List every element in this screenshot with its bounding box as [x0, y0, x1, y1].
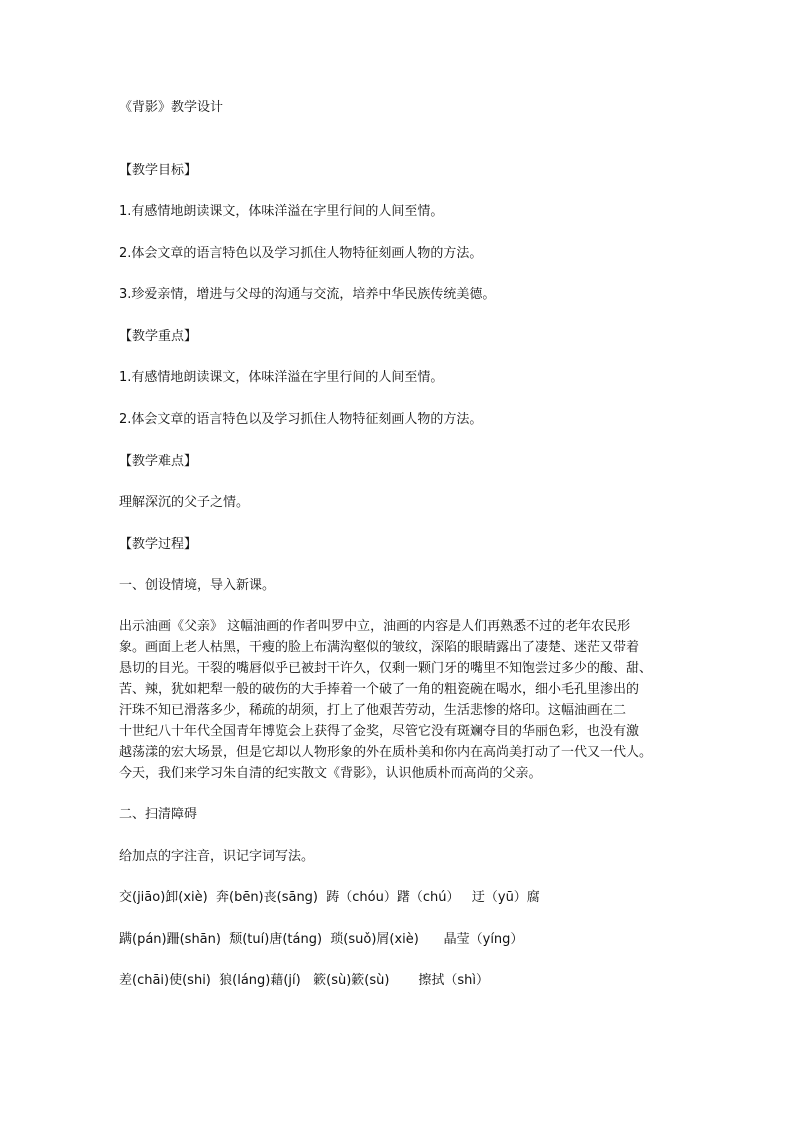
paragraph-line: 苦、辣，犹如耙犁一般的破伤的大手捧着一个破了一角的粗瓷碗在喝水，细小毛孔里渗出的: [119, 682, 640, 697]
process-heading: 【教学过程】: [119, 537, 198, 552]
key-point-item: 1.有感情地朗读课文，体味洋溢在字里行间的人间至情。: [119, 370, 444, 385]
paragraph-line: 今天，我们来学习朱自清的纪实散文《背影》，认识他质朴而高尚的父亲。: [119, 766, 542, 781]
goals-heading: 【教学目标】: [119, 163, 198, 178]
section2-intro: 给加点的字注音，识记字词写法。: [119, 849, 315, 864]
pinyin-line: 蹒(pán)跚(shān) 颓(tuí)唐(táng) 琐(suǒ)屑(xiè) 晶莹（yíng）: [119, 932, 524, 947]
goal-item: 3.珍爱亲情，增进与父母的沟通与交流，培养中华民族传统美德。: [119, 287, 496, 302]
difficulty-heading: 【教学难点】: [119, 454, 198, 469]
key-points-heading: 【教学重点】: [119, 329, 198, 344]
document-title: 《背影》教学设计: [119, 100, 224, 115]
pinyin-line: 差(chāi)使(shi) 狼(láng)藉(jí) 簌(sù)簌(sù) 擦拭（shì）: [119, 973, 489, 988]
paragraph-line: 越荡漾的宏大场景，但是它却以人物形象的外在质朴美和你内在高尚美打动了一代又一代人。: [119, 745, 653, 760]
section-heading: 一、创设情境，导入新课。: [119, 578, 276, 593]
goal-item: 2.体会文章的语言特色以及学习抓住人物特征刻画人物的方法。: [119, 246, 483, 261]
difficulty-text: 理解深沉的父子之情。: [119, 495, 250, 510]
goal-item: 1.有感情地朗读课文，体味洋溢在字里行间的人间至情。: [119, 204, 444, 219]
paragraph-line: 十世纪八十年代全国青年博览会上获得了金奖，尽管它没有斑斓夺目的华丽色彩，也没有激: [119, 724, 640, 739]
paragraph-line: 恳切的目光。干裂的嘴唇似乎已被封干许久，仅剩一颗门牙的嘴里不知饱尝过多少的酸、甜、: [119, 661, 653, 676]
pinyin-line: 交(jiāo)卸(xiè) 奔(bēn)丧(sāng) 踌（chóu）躇（chú） 迂（yū）腐: [119, 890, 540, 905]
section1-paragraph: [119, 616, 719, 784]
key-point-item: 2.体会文章的语言特色以及学习抓住人物特征刻画人物的方法。: [119, 412, 483, 427]
section-heading: 二、扫清障碍: [119, 807, 198, 822]
paragraph-line: 汗珠不知已滑落多少，稀疏的胡须，打上了他艰苦劳动，生活悲惨的烙印。这幅油画在二: [119, 703, 627, 718]
paragraph-line: 出示油画《父亲》 这幅油画的作者叫罗中立，油画的内容是人们再熟悉不过的老年农民形: [119, 619, 631, 634]
paragraph-line: 象。画面上老人枯黑，干瘦的脸上布满沟壑似的皱纹，深陷的眼睛露出了凄楚、迷茫又带着: [119, 640, 640, 655]
